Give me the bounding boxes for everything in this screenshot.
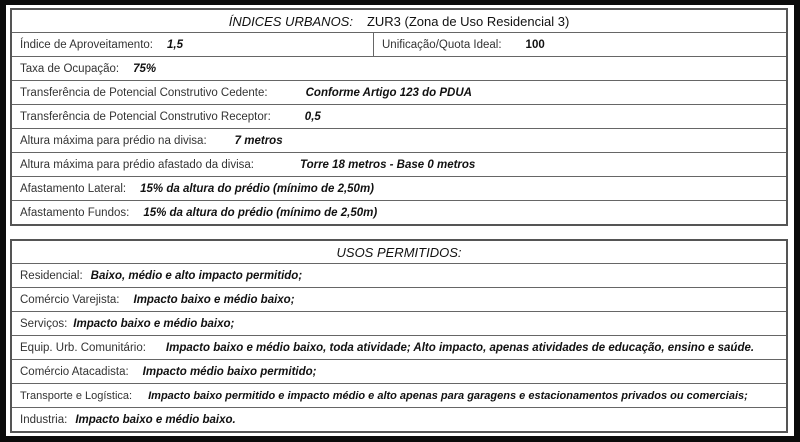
value: 15% da altura do prédio (mínimo de 2,50m) <box>140 182 375 195</box>
indices-title: ÍNDICES URBANOS: <box>228 13 353 29</box>
label: Comércio Atacadista: <box>20 365 129 378</box>
label: Equip. Urb. Comunitário: <box>20 341 146 354</box>
uso-row <box>11 264 787 288</box>
index-row <box>11 129 787 153</box>
index-row <box>11 57 787 81</box>
index-row <box>11 81 787 105</box>
value: 100 <box>525 38 545 51</box>
value: 0,5 <box>304 110 321 123</box>
indices-urbanos-table <box>10 8 788 226</box>
indice-aproveitamento-cell <box>11 33 374 57</box>
value: Conforme Artigo 123 do PDUA <box>305 86 472 99</box>
uso-row <box>11 384 787 408</box>
label: Taxa de Ocupação: <box>20 62 120 75</box>
uso-row <box>11 312 787 336</box>
uso-row <box>11 288 787 312</box>
value: Impacto médio baixo permitido; <box>142 365 317 378</box>
value: 1,5 <box>166 38 183 51</box>
value: Impacto baixo e médio baixo, toda atividade; Alto impacto, apenas atividades de educação, ensino e saúde. <box>165 341 755 354</box>
label: Serviços: <box>20 317 68 330</box>
value: 7 metros <box>234 134 283 147</box>
index-row <box>11 153 787 177</box>
value: 75% <box>133 62 157 75</box>
value: Impacto baixo e médio baixo; <box>133 293 295 306</box>
label: Afastamento Fundos: <box>20 206 130 219</box>
label: Residencial: <box>20 269 83 282</box>
label: Transporte e Logística: <box>20 389 133 402</box>
label: Afastamento Lateral: <box>20 182 127 195</box>
value: Impacto baixo e médio baixo. <box>75 413 236 426</box>
index-row <box>11 105 787 129</box>
value: Baixo, médio e alto impacto permitido; <box>90 269 303 282</box>
indices-header <box>11 9 787 33</box>
label: Altura máxima para prédio na divisa: <box>20 134 207 147</box>
usos-permitidos-table <box>10 239 788 433</box>
value: 15% da altura do prédio (mínimo de 2,50m) <box>143 206 378 219</box>
zone-name: ZUR3 (Zona de Uso Residencial 3) <box>366 13 570 29</box>
label: Industria: <box>20 413 68 426</box>
uso-row <box>11 408 787 433</box>
index-row <box>11 177 787 201</box>
usos-header <box>11 240 787 264</box>
label: Transferência de Potencial Construtivo Cedente: <box>20 86 268 99</box>
usos-title: USOS PERMITIDOS: <box>336 244 462 260</box>
label: Comércio Varejista: <box>20 293 120 306</box>
value: Torre 18 metros - Base 0 metros <box>299 158 476 171</box>
index-row <box>11 201 787 226</box>
uso-row <box>11 336 787 360</box>
unificacao-cell <box>374 33 788 57</box>
label: Unificação/Quota Ideal: <box>382 38 502 51</box>
label: Altura máxima para prédio afastado da divisa: <box>20 158 254 171</box>
page <box>6 5 794 436</box>
value: Impacto baixo e médio baixo; <box>73 317 235 330</box>
label: Índice de Aproveitamento: <box>20 38 153 51</box>
uso-row <box>11 360 787 384</box>
value: Impacto baixo permitido e impacto médio e alto apenas para garagens e estacionamentos privados ou comerciais; <box>148 389 748 402</box>
label: Transferência de Potencial Construtivo Receptor: <box>20 110 271 123</box>
